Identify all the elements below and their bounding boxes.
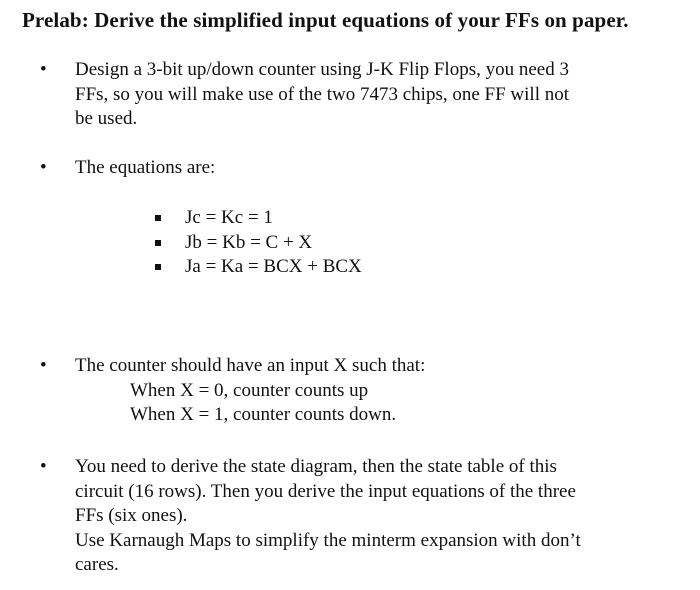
bullet-3-indent-line-2: When X = 1, counter counts down. [130, 404, 397, 425]
bullet-3-line-1: The counter should have an input X such that: [75, 355, 426, 376]
bullet-1-line-3: be used. [75, 108, 138, 129]
bullet-3-marker: • [40, 355, 47, 376]
bullet-2-marker: • [40, 157, 47, 178]
bullet-4-line-4: Use Karnaugh Maps to simplify the minterm expansion with don’t [75, 529, 581, 551]
bullet-1-line-2: FFs, so you will make use of the two 7473 chips, one FF will not [75, 83, 569, 105]
equation-row [155, 231, 362, 256]
bullet-1-line-1: Design a 3-bit up/down counter using J-K Flip Flops, you need 3 [75, 59, 569, 80]
bullet-3-text [75, 354, 675, 428]
equation-jb-kb: Jb = Kb = C + X [185, 231, 313, 253]
square-bullet-icon [155, 240, 161, 246]
bullet-2-line-1: The equations are: [75, 157, 216, 178]
bullet-4-line-1: You need to derive the state diagram, then the state table of this [75, 456, 557, 477]
bullet-4-line-5: cares. [75, 554, 119, 575]
bullet-3-indent-line-1: When X = 0, counter counts up [130, 379, 369, 401]
bullet-2-text [75, 156, 675, 181]
equation-jc-kc: Jc = Kc = 1 [185, 207, 273, 228]
bullet-4-line-2: circuit (16 rows). Then you derive the input equations of the three [75, 480, 576, 502]
bullet-4-marker: • [40, 456, 47, 477]
prelab-title: Prelab: Derive the simplified input equations of your FFs on paper. [22, 8, 629, 32]
equation-list [155, 206, 362, 280]
bullet-1-text [75, 58, 675, 132]
bullet-4-line-3: FFs (six ones). [75, 505, 188, 526]
equation-ja-ka: Ja = Ka = BCX + BCX [185, 256, 362, 277]
bullet-1-marker: • [40, 59, 47, 80]
square-bullet-icon [155, 264, 161, 270]
equation-row [155, 206, 362, 231]
equation-row [155, 255, 362, 280]
square-bullet-icon [155, 215, 161, 221]
bullet-4-text [75, 455, 675, 578]
